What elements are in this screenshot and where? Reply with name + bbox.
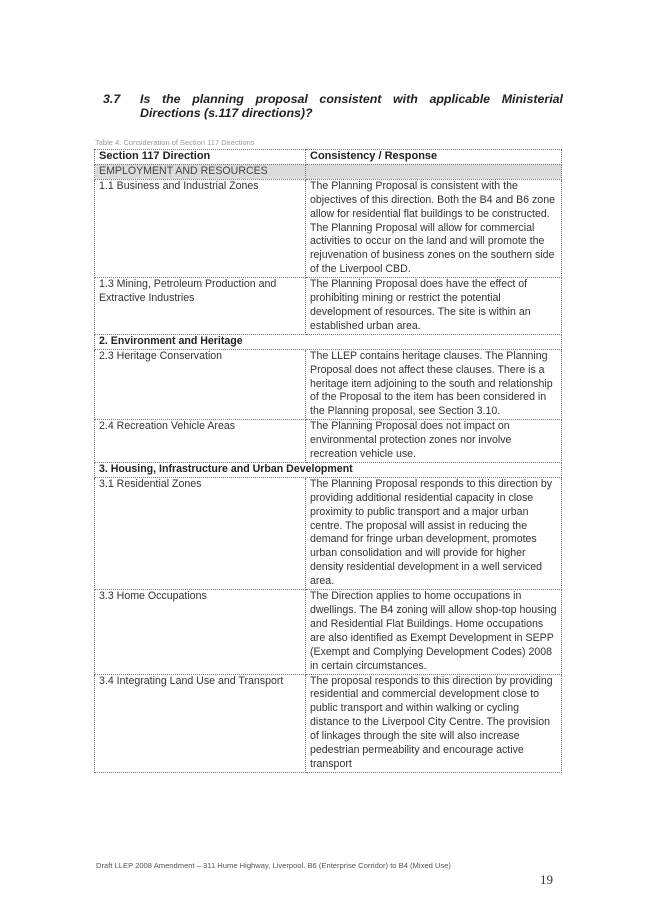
section-heading bbox=[103, 92, 563, 120]
response-cell: The Planning Proposal responds to this direction by providing additional residential capacity in close proximity to public transport and a major urban centre. The proposal will assist in reducing the demand for fringe urban development, promotes urban consolidation and will provide for higher density residential development in a well serviced area. bbox=[306, 477, 562, 589]
direction-cell: 1.1 Business and Industrial Zones bbox=[95, 179, 306, 277]
table-row bbox=[95, 674, 562, 772]
header-response: Consistency / Response bbox=[306, 150, 562, 165]
table-section-row bbox=[95, 334, 562, 349]
response-cell: The proposal responds to this direction by providing residential and commercial development close to public transport and within walking or cycling distance to the Liverpool City Centre. The provision of linkages through the site will also increase pedestrian permeability and encourage active transport bbox=[306, 674, 562, 772]
page-number: 19 bbox=[540, 872, 553, 887]
direction-cell: 1.3 Mining, Petroleum Production and Extractive Industries bbox=[95, 278, 306, 335]
response-cell: The Planning Proposal does not impact on environmental protection zones nor involve recreation vehicle use. bbox=[306, 420, 562, 463]
page-footer: Draft LLEP 2008 Amendment – 311 Hume Highway, Liverpool. B6 (Enterprise Corridor) to B4 (Mixed Use) bbox=[96, 861, 451, 870]
direction-cell: 2.4 Recreation Vehicle Areas bbox=[95, 420, 306, 463]
table-section-row bbox=[95, 462, 562, 477]
section-cell: 2. Environment and Heritage bbox=[95, 334, 562, 349]
direction-cell: 3.3 Home Occupations bbox=[95, 590, 306, 674]
direction-cell: 2.3 Heritage Conservation bbox=[95, 349, 306, 420]
direction-cell: 3.4 Integrating Land Use and Transport bbox=[95, 674, 306, 772]
table-row bbox=[95, 420, 562, 463]
response-cell: The Direction applies to home occupations in dwellings. The B4 zoning will allow shop-top housing and Residential Flat Buildings. Home occupations are also identified as Exempt Development in SEPP (Exempt and Complying Development Codes) 2008 in certain circumstances. bbox=[306, 590, 562, 674]
response-cell: The Planning Proposal is consistent with the objectives of this direction. Both the B4 and B6 zone allow for residential flat buildings to be constructed. The Planning Proposal will allow for commercial activities to occur on the land and will promote the rejuvenation of business zones on the southern side of the Liverpool CBD. bbox=[306, 179, 562, 277]
section-cell: 3. Housing, Infrastructure and Urban Development bbox=[95, 462, 562, 477]
response-cell: The LLEP contains heritage clauses. The Planning Proposal does not affect these clauses. There is a heritage item adjoining to the south and relationship of the Proposal to the item has been considered in the Planning proposal, see Section 3.10. bbox=[306, 349, 562, 420]
table-row bbox=[95, 590, 562, 674]
direction-cell: 3.1 Residential Zones bbox=[95, 477, 306, 589]
header-direction: Section 117 Direction bbox=[95, 150, 306, 165]
table-caption: Table 4: Consideration of Section 117 Directions bbox=[95, 138, 255, 147]
category-cell: EMPLOYMENT AND RESOURCES bbox=[95, 164, 306, 179]
directions-table bbox=[94, 149, 562, 773]
table-header-row bbox=[95, 150, 562, 165]
response-cell: The Planning Proposal does have the effect of prohibiting mining or restrict the potential development of resources. The site is within an established urban area. bbox=[306, 278, 562, 335]
table-row bbox=[95, 179, 562, 277]
section-title: Is the planning proposal consistent with applicable Ministerial Directions (s.117 directions)? bbox=[140, 92, 563, 120]
category-cell-empty bbox=[306, 164, 562, 179]
table-row bbox=[95, 349, 562, 420]
table-row-employment bbox=[95, 164, 562, 179]
section-number: 3.7 bbox=[103, 92, 121, 106]
table-row bbox=[95, 278, 562, 335]
table-row bbox=[95, 477, 562, 589]
table-body bbox=[95, 164, 562, 772]
